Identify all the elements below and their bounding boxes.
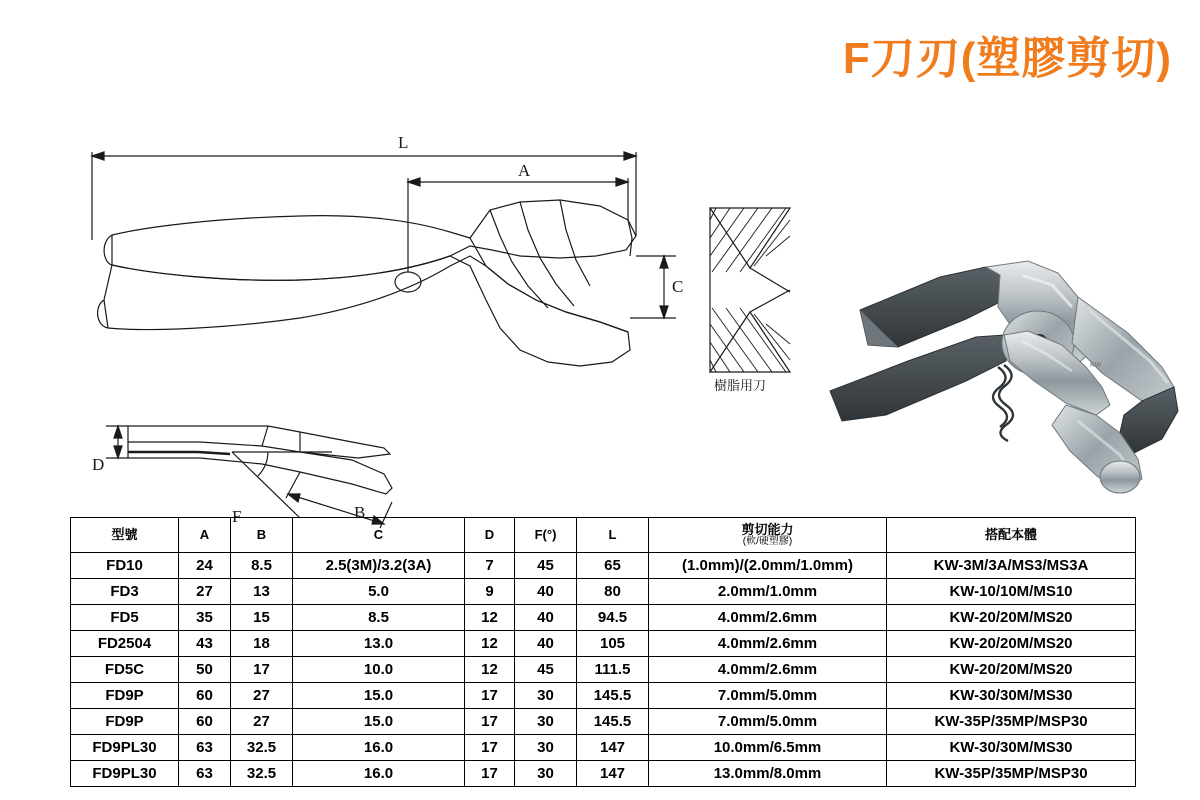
cell-c: 13.0 <box>293 631 465 657</box>
cell-model: FD3 <box>71 579 179 605</box>
cell-d: 17 <box>465 683 515 709</box>
cell-f: 30 <box>515 709 577 735</box>
cell-b: 15 <box>231 605 293 631</box>
cell-body: KW-20/20M/MS20 <box>887 605 1136 631</box>
col-header-a: A <box>179 518 231 553</box>
cell-b: 27 <box>231 709 293 735</box>
cell-body: KW-20/20M/MS20 <box>887 631 1136 657</box>
col-header-body: 搭配本體 <box>887 518 1136 553</box>
table-row <box>71 709 1136 735</box>
cell-l: 145.5 <box>577 683 649 709</box>
cell-model: FD9P <box>71 683 179 709</box>
dimension-label-F: F <box>232 507 242 526</box>
cell-d: 17 <box>465 709 515 735</box>
cell-l: 80 <box>577 579 649 605</box>
cell-c: 10.0 <box>293 657 465 683</box>
table-row <box>71 631 1136 657</box>
cell-d: 17 <box>465 761 515 787</box>
cell-b: 13 <box>231 579 293 605</box>
product-photo <box>790 215 1180 505</box>
dimension-label-B: B <box>354 503 366 522</box>
cell-a: 50 <box>179 657 231 683</box>
dimension-label-A: A <box>518 161 531 180</box>
cell-model: FD9P <box>71 709 179 735</box>
cell-l: 111.5 <box>577 657 649 683</box>
cell-f: 45 <box>515 657 577 683</box>
svg-text:KW: KW <box>1090 362 1102 369</box>
table-row <box>71 683 1136 709</box>
cell-l: 94.5 <box>577 605 649 631</box>
cell-l: 105 <box>577 631 649 657</box>
cell-a: 35 <box>179 605 231 631</box>
cell-f: 30 <box>515 683 577 709</box>
cell-capacity: 7.0mm/5.0mm <box>649 709 887 735</box>
cell-d: 12 <box>465 631 515 657</box>
col-header-l: L <box>577 518 649 553</box>
cell-body: KW-35P/35MP/MSP30 <box>887 709 1136 735</box>
cell-b: 8.5 <box>231 553 293 579</box>
spec-table-wrapper <box>70 517 1135 787</box>
table-row <box>71 579 1136 605</box>
cell-a: 43 <box>179 631 231 657</box>
col-header-b: B <box>231 518 293 553</box>
cell-a: 63 <box>179 761 231 787</box>
cell-capacity: 7.0mm/5.0mm <box>649 683 887 709</box>
cell-d: 12 <box>465 657 515 683</box>
col-header-d: D <box>465 518 515 553</box>
cell-model: FD10 <box>71 553 179 579</box>
cell-body: KW-35P/35MP/MSP30 <box>887 761 1136 787</box>
cell-c: 16.0 <box>293 761 465 787</box>
col-header-c: C <box>293 518 465 553</box>
table-row <box>71 735 1136 761</box>
cell-f: 40 <box>515 631 577 657</box>
cell-c: 5.0 <box>293 579 465 605</box>
table-row <box>71 605 1136 631</box>
cell-model: FD5C <box>71 657 179 683</box>
cell-f: 30 <box>515 761 577 787</box>
cell-d: 7 <box>465 553 515 579</box>
cell-a: 60 <box>179 709 231 735</box>
cell-f: 40 <box>515 579 577 605</box>
cell-body: KW-3M/3A/MS3/MS3A <box>887 553 1136 579</box>
cell-c: 16.0 <box>293 735 465 761</box>
cell-d: 17 <box>465 735 515 761</box>
page-title: F刀刃(塑膠剪切) <box>842 34 1172 83</box>
cell-l: 147 <box>577 735 649 761</box>
col-header-capacity-sub: (軟/硬塑膠) <box>742 535 793 547</box>
table-row <box>71 553 1136 579</box>
cell-b: 32.5 <box>231 735 293 761</box>
cell-capacity: (1.0mm)/(2.0mm/1.0mm) <box>649 553 887 579</box>
cell-l: 145.5 <box>577 709 649 735</box>
dimension-label-C: C <box>672 277 684 296</box>
cell-a: 63 <box>179 735 231 761</box>
col-header-capacity-main: 剪切能力 <box>741 521 794 537</box>
table-row <box>71 761 1136 787</box>
cell-c: 15.0 <box>293 683 465 709</box>
cell-c: 8.5 <box>293 605 465 631</box>
cell-capacity: 4.0mm/2.6mm <box>649 631 887 657</box>
cell-body: KW-10/10M/MS10 <box>887 579 1136 605</box>
cell-d: 12 <box>465 605 515 631</box>
dimension-label-L: L <box>398 133 409 152</box>
cell-a: 24 <box>179 553 231 579</box>
cell-l: 147 <box>577 761 649 787</box>
cell-b: 17 <box>231 657 293 683</box>
cell-capacity: 4.0mm/2.6mm <box>649 605 887 631</box>
col-header-f: F(°) <box>515 518 577 553</box>
cell-model: FD2504 <box>71 631 179 657</box>
cell-model: FD9PL30 <box>71 761 179 787</box>
cell-f: 30 <box>515 735 577 761</box>
dimension-label-D: D <box>92 455 105 474</box>
cell-c: 2.5(3M)/3.2(3A) <box>293 553 465 579</box>
cell-model: FD9PL30 <box>71 735 179 761</box>
blade-section-note: 樹脂用刀 <box>714 378 767 393</box>
cell-f: 40 <box>515 605 577 631</box>
cell-b: 27 <box>231 683 293 709</box>
table-header-row <box>71 518 1136 553</box>
cell-capacity: 4.0mm/2.6mm <box>649 657 887 683</box>
col-header-model: 型號 <box>71 518 179 553</box>
cell-capacity: 2.0mm/1.0mm <box>649 579 887 605</box>
cell-capacity: 10.0mm/6.5mm <box>649 735 887 761</box>
cell-body: KW-30/30M/MS30 <box>887 735 1136 761</box>
cell-a: 27 <box>179 579 231 605</box>
cell-b: 32.5 <box>231 761 293 787</box>
cell-l: 65 <box>577 553 649 579</box>
cell-f: 45 <box>515 553 577 579</box>
table-row <box>71 657 1136 683</box>
cell-a: 60 <box>179 683 231 709</box>
cell-capacity: 13.0mm/8.0mm <box>649 761 887 787</box>
spec-table <box>70 517 1136 787</box>
cell-b: 18 <box>231 631 293 657</box>
cell-c: 15.0 <box>293 709 465 735</box>
col-header-capacity <box>649 518 887 553</box>
cell-body: KW-30/30M/MS30 <box>887 683 1136 709</box>
cell-body: KW-20/20M/MS20 <box>887 657 1136 683</box>
cell-d: 9 <box>465 579 515 605</box>
cell-model: FD5 <box>71 605 179 631</box>
